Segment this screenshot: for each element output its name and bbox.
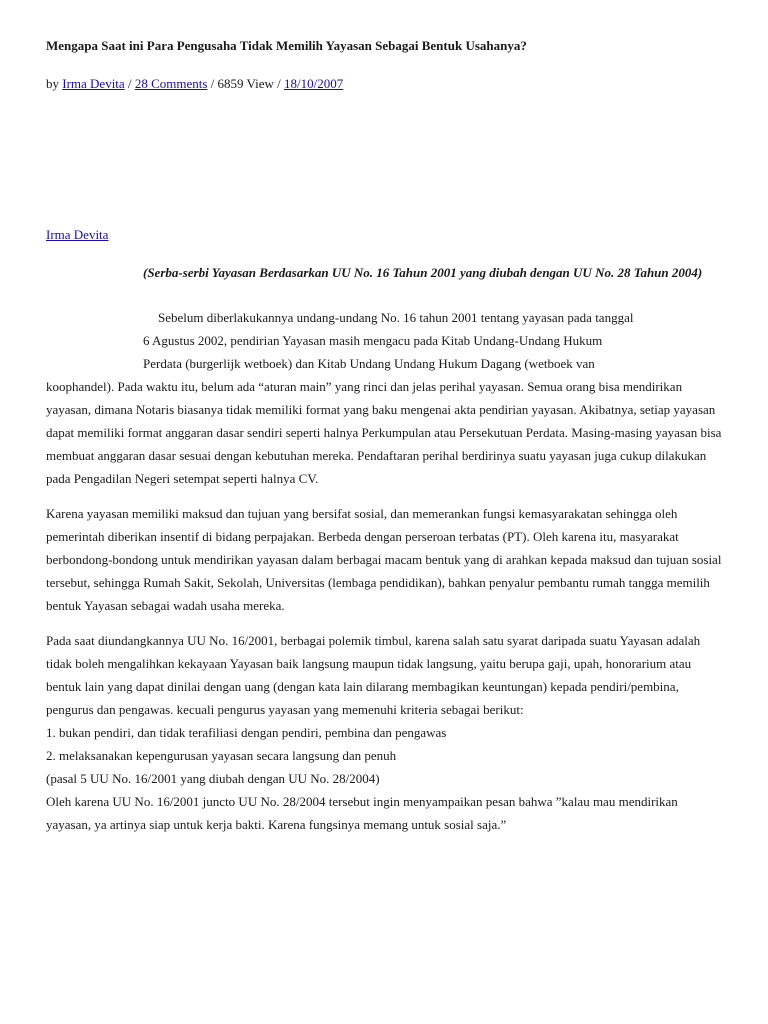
article-subtitle: (Serba-serbi Yayasan Berdasarkan UU No. 16 Tahun 2001 yang diubah dengan UU No. 28 Tahun 2004) <box>143 265 703 280</box>
paragraph-1-line-2: 6 Agustus 2002, pendirian Yayasan masih mengacu pada Kitab Undang-Undang Hukum <box>143 333 603 348</box>
closing-text: Oleh karena UU No. 16/2001 juncto UU No. 28/2004 tersebut ingin menyampaikan pesan bahwa ”kalau mau mendirikan yayasan, ya artinya siap untuk kerja bakti. Karena fungsinya memang untuk sosial saja.” <box>46 794 678 832</box>
paragraph-1-rest: koophandel). Pada waktu itu, belum ada “aturan main” yang rinci dan jelas perihal yayasan. Semua orang bisa mendirikan yayasan, dimana Notaris biasanya tidak memiliki format yang baku mengenai akta pendirian yayasan. Akibatnya, setiap yayasan dapat memiliki format anggaran dasar sendiri seperti halnya Perkumpulan atau Persekutuan Perdata. Masing-masing yayasan bisa membuat anggaran dasar sesuai dengan kebutuhan mereka. Pendaftaran perihal berdirinya suatu yayasan juga cukup dilakukan pada Pengadilan Negeri setempat seperti halnya CV. <box>46 379 722 486</box>
comments-link[interactable]: 28 Comments <box>134 76 208 91</box>
criteria-item-2: 2. melaksanakan kepengurusan yayasan secara langsung dan penuh <box>46 748 397 763</box>
author-link[interactable]: Irma Devita <box>46 227 109 242</box>
paragraph-1 <box>46 306 726 490</box>
paragraph-3-text: Pada saat diundangkannya UU No. 16/2001, berbagai polemik timbul, karena salah satu syarat daripada suatu Yayasan adalah tidak boleh mengalihkan kekayaan Yayasan baik langsung maupun tidak langsung, yaitu berupa gaji, upah, honorarium atau bentuk lain yang dapat dinilai dengan uang (dengan kata lain dilarang membagikan keuntungan) kepada pendiri/pembina, pengurus dan pengawas. kecuali pengurus yayasan yang memenuhi kriteria sebagai berikut: <box>46 633 701 717</box>
paragraph-3 <box>46 629 726 836</box>
byline-separator: / <box>124 76 135 91</box>
article <box>46 36 726 836</box>
view-count: / 6859 View / <box>207 76 285 91</box>
byline <box>46 74 726 94</box>
date-link[interactable]: 18/10/2007 <box>284 76 344 91</box>
author-link-byline[interactable]: Irma Devita <box>62 76 125 91</box>
paragraph-2: Karena yayasan memiliki maksud dan tujuan yang bersifat sosial, dan memerankan fungsi kemasyarakatan sehingga oleh pemerintah diberikan insentif di bidang perpajakan. Berbeda dengan perseroan terbatas (PT). Oleh karena itu, masyarakat berbondong-bondong untuk mendirikan yayasan dalam berbagai macam bentuk yang di arahkan kepada maksud dan tujuan sosial tersebut, sehingga Rumah Sakit, Sekolah, Universitas (lembaga pendidikan), bahkan penyalur pembantu rumah tangga memilih bentuk Yayasan sebagai wadah usaha mereka. <box>46 506 722 613</box>
paragraph-1-line-1: Sebelum diberlakukannya undang-undang No. 16 tahun 2001 tentang yayasan pada tanggal <box>158 310 634 325</box>
byline-prefix: by <box>46 76 63 91</box>
criteria-reference: (pasal 5 UU No. 16/2001 yang diubah dengan UU No. 28/2004) <box>46 771 380 786</box>
paragraph-1-line-3: Perdata (burgerlijk wetboek) dan Kitab Undang Undang Hukum Dagang (wetboek van <box>143 356 595 371</box>
article-title: Mengapa Saat ini Para Pengusaha Tidak Memilih Yayasan Sebagai Bentuk Usahanya? <box>46 38 527 53</box>
criteria-item-1: 1. bukan pendiri, dan tidak terafiliasi dengan pendiri, pembina dan pengawas <box>46 725 447 740</box>
paragraph-1-indented <box>143 306 726 375</box>
